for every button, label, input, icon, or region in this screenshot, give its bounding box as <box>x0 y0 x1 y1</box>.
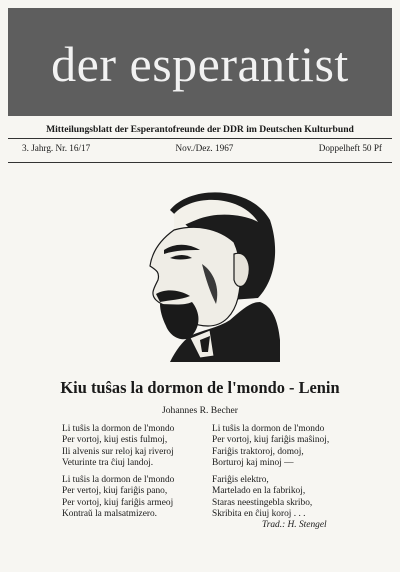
poem-line: Ili alvenis sur reloj kaj riveroj <box>62 446 174 457</box>
masthead-banner <box>8 8 392 116</box>
poem-author: Johannes R. Becher <box>162 405 238 416</box>
stanza <box>62 475 174 520</box>
stanza <box>62 424 174 469</box>
poem-line: Fariĝis traktoroj, domoj, <box>212 446 304 457</box>
poem-title: Kiu tuŝas la dormon de l'mondo - Lenin <box>60 378 340 397</box>
bottom-divider <box>8 162 392 163</box>
poem-line: Per vortoj, kiuj fariĝis armeoj <box>62 497 174 508</box>
poem-line: Veturinte tra ĉiuj landoj. <box>62 457 154 468</box>
top-divider <box>8 138 392 139</box>
masthead-subtitle: Mitteilungsblatt der Esperantofreunde der DDR im Deutschen Kulturbund <box>46 124 354 135</box>
issue-info <box>22 143 382 153</box>
poem-line: Martelado en la fabrikoj, <box>212 486 306 497</box>
stanza <box>212 424 329 469</box>
issue-date: Nov./Dez. 1967 <box>175 143 234 153</box>
poem-line: Staras neestingebla skribo, <box>212 497 313 508</box>
poem-column-left <box>62 424 174 526</box>
poem-line: Fariĝis elektro, <box>212 475 269 486</box>
poem-line: Li tuŝis la dormon de l'mondo <box>62 424 175 434</box>
translator-credit: Trad.: H. Stengel <box>262 520 327 530</box>
stanza <box>212 475 329 520</box>
poem-line: Kontraŭ la malsatmizero. <box>62 509 158 520</box>
poem-column-right <box>212 424 329 526</box>
poem-line: Per vertoj, kiuj fariĝis pano, <box>62 486 168 497</box>
poem-line: Per vortoj, kiuj fariĝis maŝinoj, <box>212 435 330 446</box>
issue-price: Doppelheft 50 Pf <box>318 143 382 153</box>
poem-line: Skribita en ĉiuj koroj . . . <box>212 509 306 520</box>
poem-line: Li tuŝis la dormon de l'mondo <box>212 424 325 434</box>
masthead-title: der esperantist <box>51 36 349 92</box>
poem-line: Borturoj kaj minoj — <box>212 457 294 468</box>
poem-line: Li tuŝis la dormon de l'mondo <box>62 475 175 486</box>
issue-volume: 3. Jahrg. Nr. 16/17 <box>22 143 91 153</box>
portrait-illustration <box>130 180 280 362</box>
poem-line: Per vortoj, kiuj estis fulmoj, <box>62 435 168 446</box>
